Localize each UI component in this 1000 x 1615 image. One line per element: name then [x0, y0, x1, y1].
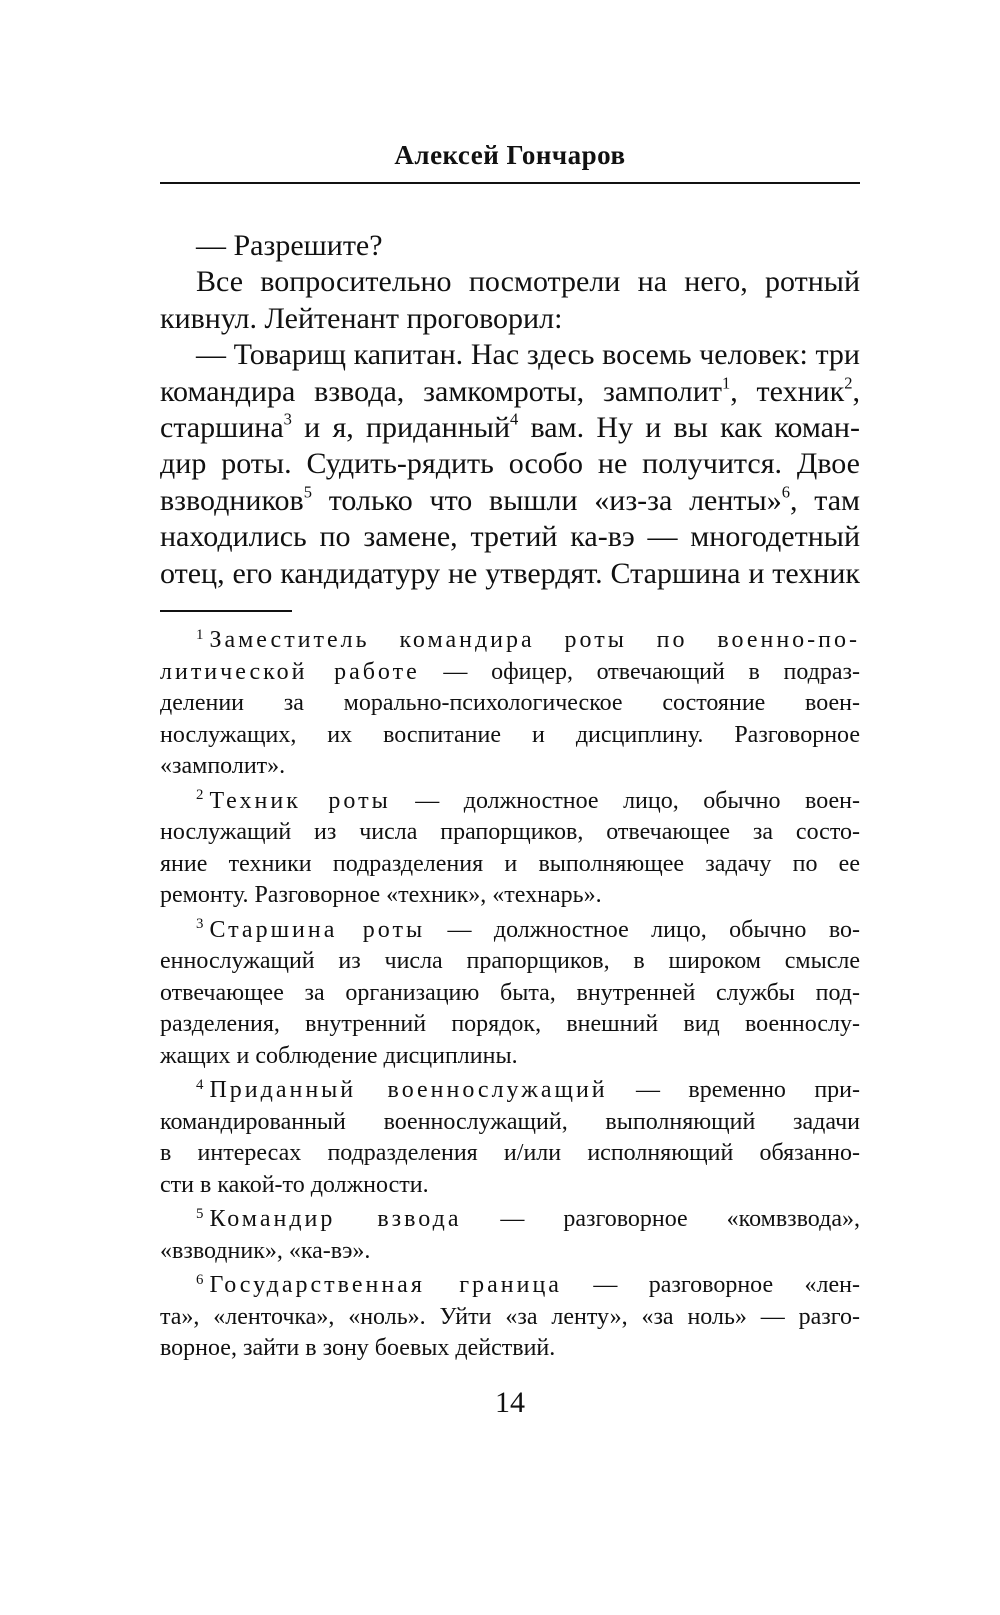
text-line: отец, его кандидатуру не утвердят. Старшина и техник — [160, 556, 860, 590]
main-text — [160, 228, 860, 592]
footnote-ref: 1 — [721, 373, 731, 393]
text-line: находились по замене, третий ка-вэ — многодетный — [160, 520, 860, 554]
footnote-line: делении за морально-психологическое состояние воен- — [160, 690, 860, 716]
footnote-line: та», «ленточка», «ноль». Уйти «за ленту», «за ноль» — разго- — [160, 1303, 860, 1330]
text-line: Все вопросительно посмотрели на него, ротный — [196, 265, 860, 299]
footnote-line: «замполит». — [160, 753, 286, 779]
footnote-line: ремонту. Разговорное «техник», «технарь». — [160, 882, 602, 908]
footnote-term: Старшина роты — [209, 916, 426, 943]
footnote-line: командированный военнослужащий, выполняющий задачи — [160, 1108, 860, 1135]
footnote-line: нослужащий из числа прапорщиков, отвечающее за состо- — [160, 819, 860, 845]
footnote-number: 5 — [196, 1205, 204, 1222]
text-line: командира взвода, замкомроты, замполит$^1$, техник$^2$, — [160, 373, 860, 408]
footnote-number: 6 — [196, 1271, 204, 1288]
footnote-ref: 5 — [303, 482, 312, 502]
footnote-line — [160, 625, 860, 657]
text-line: взводников$^5$ только что вышли «из-за ленты»$^6$, там — [160, 482, 860, 517]
footnote-number: 2 — [196, 787, 204, 804]
footnote-line: $^5$ Командир взвода — разговорное «комвзвода», — [196, 1205, 860, 1232]
footnote-term: Приданный военнослужащий — [209, 1077, 608, 1103]
footnote-line: $^2$ Техник роты — должностное лицо, обычно воен- — [196, 787, 860, 814]
footnote-term: Техник роты — [209, 787, 391, 814]
footnote-ref: 2 — [844, 373, 853, 393]
footnote-ref: 4 — [510, 409, 519, 429]
footnote-term: Командир взвода — [209, 1206, 462, 1232]
footnote-line: жащих и соблюдение дисциплины. — [160, 1042, 518, 1069]
footnote-line: литической работе — офицер, отвечающий в подраз- — [160, 658, 860, 685]
footnote-line: $^4$ Приданный военнослужащий — временно при- — [196, 1076, 860, 1103]
footnote-line: отвечающее за организацию быта, внутренней службы под- — [160, 979, 860, 1006]
footnote-line: ворное, зайти в зону боевых действий. — [160, 1335, 556, 1361]
text-line: — Разрешите? — [196, 229, 383, 262]
footnote-line: $^3$ Старшина роты — должностное лицо, обычно во- — [196, 916, 860, 943]
footnote-term: Заместитель командира роты по военно-по- — [209, 627, 860, 653]
header-rule — [160, 182, 860, 184]
footnote-line: еннослужащий из числа прапорщиков, в широком смысле — [160, 948, 860, 974]
footnote-ref: 6 — [781, 482, 790, 502]
footnote-number: 3 — [196, 916, 204, 933]
footnote-term: Государственная граница — [209, 1272, 562, 1298]
footnote-line: разделения, внутренний порядок, внешний вид военнослу- — [160, 1011, 860, 1037]
footnote-line: $^6$ Государственная граница — разговорное «лен- — [196, 1271, 860, 1298]
text-line: старшина$^3$ и я, приданный$^4$ вам. Ну и вы как коман- — [160, 409, 860, 444]
footnotes — [160, 625, 860, 1365]
footnote-line: в интересах подразделения и/или исполняющий обязанно- — [160, 1140, 860, 1166]
footnote-separator — [160, 610, 292, 612]
footnote-line: сти в какой-то должности. — [160, 1171, 429, 1198]
footnote-line: «взводник», «ка-вэ». — [160, 1237, 371, 1264]
page-number: 14 — [495, 1386, 525, 1419]
footnote-line: нослужащих, их воспитание и дисциплину. Разговорное — [160, 721, 860, 748]
footnote-number: 4 — [196, 1076, 204, 1093]
text-line: кивнул. Лейтенант проговорил: — [160, 301, 563, 335]
footnote-ref: 3 — [283, 409, 292, 429]
footnote-line: яние техники подразделения и выполняющее задачу по ее — [160, 850, 860, 877]
text-line: дир роты. Судить-рядить особо не получится. Двое — [160, 447, 860, 481]
running-header-author: Алексей Гончаров — [394, 140, 626, 170]
text-line: — Товарищ капитан. Нас здесь восемь человек: три — [196, 338, 860, 372]
footnote-number: 1 — [196, 626, 204, 643]
